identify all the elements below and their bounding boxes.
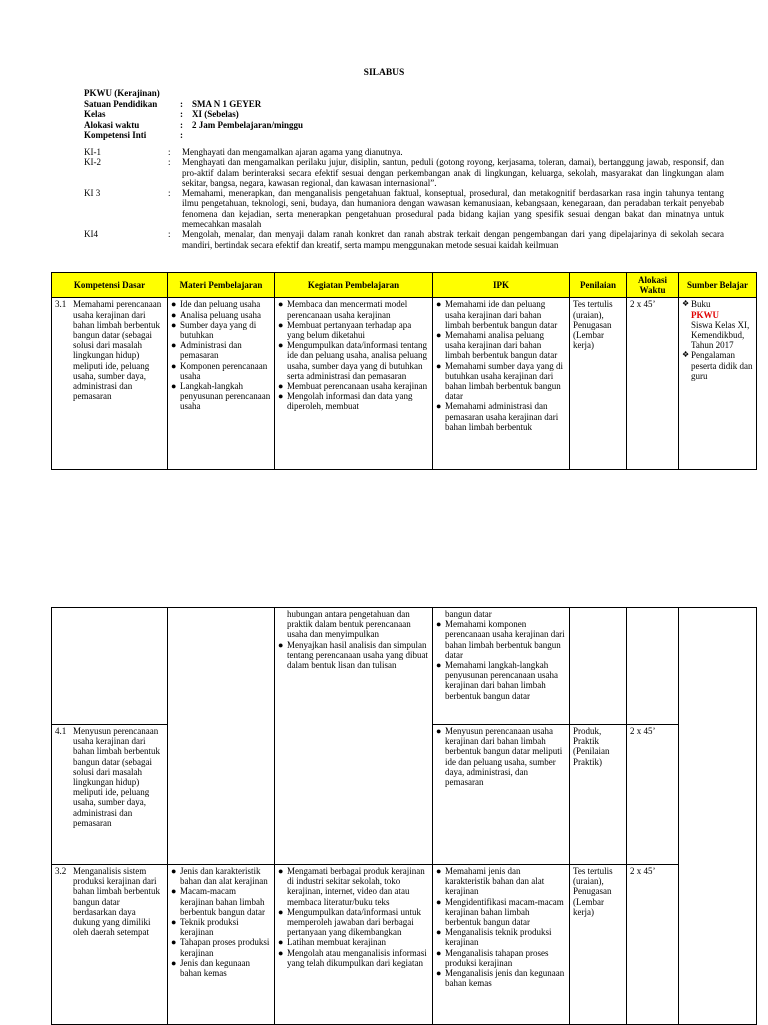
list-item: ● Memahami jenis dan karakteristik bahan dan alat kerajinan (436, 866, 545, 897)
list-item: ● Analisa peluang usaha (171, 309, 261, 320)
list-item: ● Memahami administrasi dan pemasaran usaha kerajinan dari bahan limbah berbentuk (436, 401, 559, 432)
list-item: ● Membaca dan mencermati model perencanaan usaha kerajinan (278, 299, 408, 320)
table-row (52, 298, 757, 470)
list-item: ● Langkah-langkah penyusunan perencanaan usaha (171, 381, 271, 412)
list-item: ● Jenis dan kegunaan bahan kemas (171, 957, 250, 979)
list-item: ● Menyusun perencanaan usaha kerajinan dari bahan limbah berbentuk bangun datar meliputi ide dan peluang usaha, sumber daya, administrasi, dan pemasaran (436, 726, 563, 788)
header-materi: Materi Pembelajaran (168, 273, 275, 298)
syllabus-table-2 (51, 607, 757, 1025)
penilaian-cell: Tes tertulis (uraian), Penugasan (Lembar kerja) (570, 298, 627, 470)
kegiatan-cell (275, 865, 433, 1025)
list-item: ● Mengidentifikasi macam-macam kerajinan bahan limbah berbentuk bangun datar (436, 896, 564, 928)
ki-row: KI-1 : Menghayati dan mengamalkan ajaran agama yang dianutnya. (84, 147, 403, 157)
list-item: ● Memahami ide dan peluang usaha kerajinan dari bahan limbah berbentuk bangun datar (436, 299, 558, 330)
ipk-cell (433, 865, 570, 1025)
info-block (84, 88, 724, 141)
info-row-alokasi: Alokasi waktu : 2 Jam Pembelajaran/minggu (84, 119, 303, 130)
list-item: ● Komponen perencanaan usaha (171, 360, 268, 381)
header-alokasi: Alokasi Waktu (627, 273, 679, 298)
kompetensi-inti-list (84, 147, 724, 250)
list-item: ● Memahami komponen perencanaan usaha kerajinan dari bahan limbah berbentuk bangun datar (436, 619, 565, 660)
info-row-kelas: Kelas : XI (Sebelas) (84, 109, 239, 119)
materi-cell (168, 298, 275, 470)
alokasi-cell: 2 x 45’ (627, 298, 679, 470)
list-item: ● Macam-macam kerajinan bahan limbah berbentuk bangun datar (171, 886, 265, 917)
header-ipk: IPK (433, 273, 570, 298)
list-item: ● Mengamati berbagai produk kerajinan di industri sekitar sekolah, toko kerajinan, internet, video dan atau membaca literatur/buku teks (278, 866, 425, 907)
list-item: ● Mengumpulkan data/informasi untuk memperoleh jawaban dari berbagai pertanyaan yang dikembangkan (278, 906, 421, 938)
subject-line: PKWU (Kerajinan) (84, 88, 160, 98)
materi-cell (168, 608, 275, 865)
list-item: ● Ide dan peluang usaha (171, 299, 261, 310)
list-item: ● Mengolah informasi dan data yang diperoleh, membuat (278, 391, 413, 412)
header-penilaian: Penilaian (570, 273, 627, 298)
list-item: ● Membuat perencanaan usaha kerajinan (278, 381, 428, 392)
info-row-satuan: Satuan Pendidikan : SMA N 1 GEYER (84, 98, 262, 109)
header-kegiatan: Kegiatan Pembelajaran (275, 273, 433, 298)
list-item: ● Tahapan proses produksi kerajinan (171, 937, 270, 958)
kd-cell (52, 608, 168, 725)
list-item: ● Teknik produksi kerajinan (171, 917, 239, 938)
list-item: ● Memahami sumber daya yang di butuhkan usaha kerajinan dari bahan limbah berbentuk bangun datar (436, 360, 563, 402)
info-row-kompetensi: Kompetensi Inti : (84, 130, 183, 140)
kd-cell: 4.1 Menyusun perencanaan usaha kerajinan dari bahan limbah berbentuk bangun datar (sebagai solusi dari masalah lingkungan hidup) meliputi ide, peluang usaha, sumber daya, administrasi dan pemasaran (52, 725, 168, 865)
alokasi-cell: 2 x 45’ (627, 725, 679, 865)
ki-row: KI4 : Mengolah, menalar, dan menyaji dalam ranah konkret dan ranah abstrak terkait dengan pengembangan dari yang dipelajarinya di sekolah secara mandiri, bertindak secara efektif dan kreatif, serta mampu menggunakan metode sesuai kaidah keilmuan (84, 229, 724, 250)
ipk-cell: bangun datar ● Memahami komponen perencanaan usaha kerajinan dari bahan limbah berbentuk bangun datar ● Memahami langkah-langkah penyusunan perencanaan usaha kerajinan dari bahan limbah berbentuk bangun datar (433, 608, 570, 725)
list-item: ● Mengumpulkan data/informasi tentang ide dan peluang usaha, analisa peluang usaha, sumber daya yang di butuhkan serta administrasi dan pemasaran (278, 340, 427, 381)
ipk-cell (433, 298, 570, 470)
list-item: ● Jenis dan karakteristik bahan dan alat kerajinan (171, 866, 268, 887)
kegiatan-cell (275, 298, 433, 470)
list-item: ● Menyajkan hasil analisis dan simpulan tentang perencanaan usaha yang dibuat dalam bentuk lisan dan tulisan (278, 639, 428, 671)
penilaian-cell (570, 608, 627, 725)
list-item: ● Sumber daya yang di butuhkan (171, 319, 257, 341)
document-title: SILABUS (363, 68, 405, 78)
kd-cell: 3.2 Menganalisis sistem produksi kerajinan dari bahan limbah berbentuk bangun datar berdasarkan daya dukung yang dimiliki oleh daerah setempat (52, 865, 168, 1025)
header-sumber: Sumber Belajar (679, 273, 757, 298)
ki-row: KI 3 : Memahami, menerapkan, dan menganalisis pengetahuan faktual, konseptual, prosedural, dan metakognitif berdasarkan rasa ingin tahunya tentang ilmu pengetahuan, teknologi, seni, budaya, dan humaniora dengan wawasan kemanusiaan, kebangsaan, kenegaraan, dan peradaban terkait penyebab fenomena dan kejadian, serta menerapkan pengetahuan prosedural pada bidang kajian yang spesifik sesuai dengan bakat dan minatnya untuk memecahkan masalah (84, 188, 724, 230)
penilaian-cell: Tes tertulis (uraian), Penugasan (Lembar kerja) (570, 865, 627, 1025)
list-item: ● Memahami analisa peluang usaha kerajinan dari bahan limbah berbentuk bangun datar (436, 330, 558, 361)
alokasi-cell: 2 x 45’ (627, 865, 679, 1025)
header-kompetensi-dasar: Kompetensi Dasar (52, 273, 168, 298)
list-item: ● Memahami langkah-langkah penyusunan perencanaan usaha kerajinan dari bahan limbah berbentuk bangun datar (436, 660, 558, 701)
table-row (52, 608, 757, 725)
kegiatan-cell: hubungan antara pengetahuan dan praktik dalam bentuk perencanaan usaha dan menyimpulkan ● Menyajkan hasil analisis dan simpulan tentang perencanaan usaha yang dibuat dalam bentuk lisan dan tulisan (275, 608, 433, 865)
list-item: ● Menganalisis jenis dan kegunaan bahan kemas (436, 968, 565, 989)
list-item: ● Menganalisis teknik produksi kerajinan (436, 927, 552, 948)
table-header-row (52, 273, 757, 298)
list-item: ● Menganalisis tahapan proses produksi kerajinan (436, 947, 549, 968)
table-row (52, 865, 757, 1025)
list-item: ● Membuat pertanyaan terhadap apa yang belum diketahui (278, 319, 412, 341)
penilaian-cell: Produk, Praktik (Penilaian Praktik) (570, 725, 627, 865)
list-item: ● Mengolah atau menganalisis informasi yang telah dikumpulkan dari kegiatan (278, 947, 427, 968)
kd-cell: 3.1 Memahami perencanaan usaha kerajinan dari bahan limbah berbentuk bangun datar (sebagai solusi dari masalah lingkungan hidup) meliputi ide, peluang usaha, sumber daya, administrasi dan pemasaran (52, 298, 168, 470)
ki-row: KI-2 : Menghayati dan mengamalkan perilaku jujur, disiplin, santun, peduli (gotong royong, kerjasama, toleran, damai), bertanggung jawab, responsif, dan pro-aktif dalam berinteraksi secara efektif sesuai dengan perkembangan anak di lingkungan, keluarga, sekolah, masyarakat dan lingkungan alam sekitar, bangsa, negara, kawasan regional, dan kawasan internasional”. (84, 157, 724, 188)
list-item: ● Latihan membuat kerajinan (278, 937, 386, 948)
list-item: ● Administrasi dan pemasaran (171, 340, 242, 361)
list-item: ❖ Pengalaman peserta didik dan guru (682, 350, 753, 381)
list-item: ❖ Buku PKWU Siswa Kelas XI, Kemendikbud, Tahun 2017 (682, 299, 750, 351)
sumber-cell (679, 608, 757, 1025)
materi-cell (168, 865, 275, 1025)
alokasi-cell (627, 608, 679, 725)
ipk-cell (433, 725, 570, 865)
sumber-cell (679, 298, 757, 470)
syllabus-table-1 (51, 272, 757, 470)
